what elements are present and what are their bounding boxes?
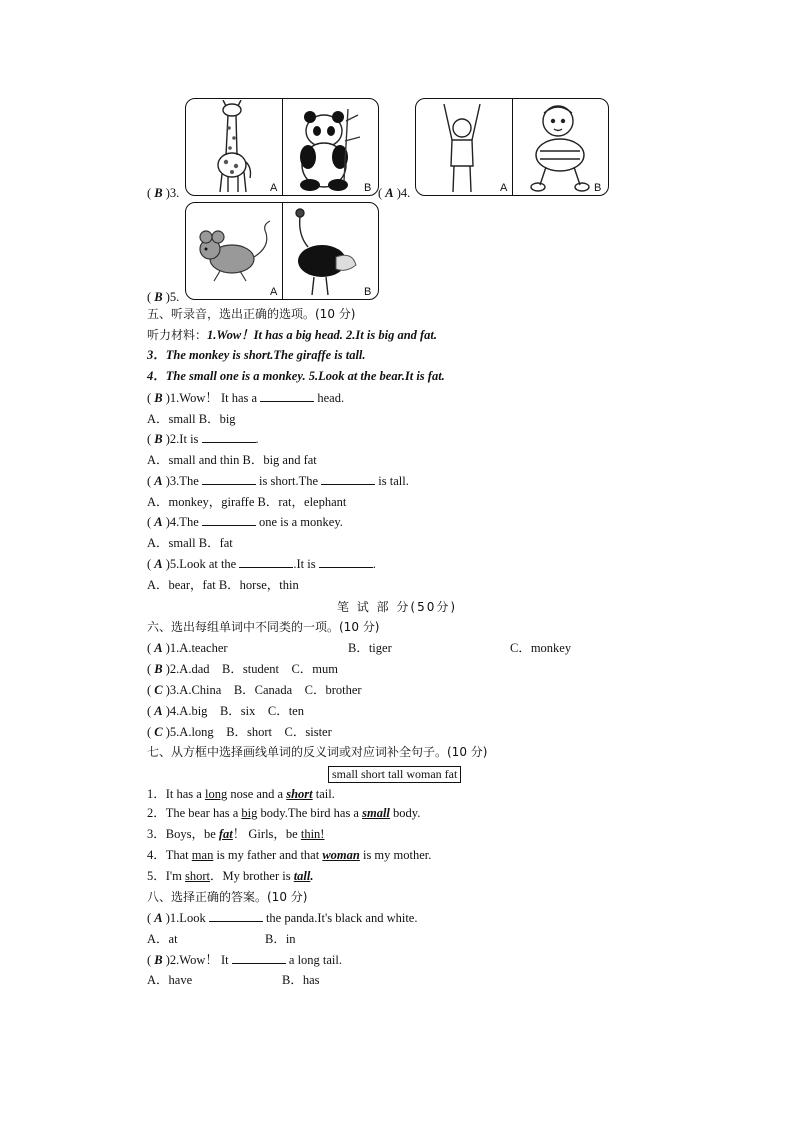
blank bbox=[209, 910, 263, 922]
answer: B bbox=[154, 953, 163, 967]
option-b: B．short bbox=[226, 725, 273, 739]
blank bbox=[202, 431, 256, 443]
text: body. bbox=[389, 806, 421, 820]
material-label: 听力材料： bbox=[147, 328, 208, 342]
s8-option-1a: A．at bbox=[147, 932, 178, 946]
s7-sentence-1 bbox=[147, 786, 335, 802]
text: ！ Girls，be bbox=[232, 827, 301, 841]
option-c: C．brother bbox=[304, 683, 362, 697]
text: 5．I'm bbox=[147, 869, 186, 883]
option-b: B．Canada bbox=[233, 683, 293, 697]
option-b: B．six bbox=[219, 704, 256, 718]
picture-box-q4 bbox=[415, 98, 609, 196]
stem: )3.The bbox=[165, 474, 202, 488]
filled-answer: short bbox=[286, 787, 313, 801]
s8-option-2b: B．has bbox=[282, 973, 320, 987]
stem: a long tail. bbox=[285, 953, 343, 967]
question-3-label: ( B )3. bbox=[147, 186, 180, 200]
text: is my father and that bbox=[213, 848, 323, 862]
s6-row-1: ( A )1.A.teacher bbox=[147, 641, 228, 655]
boy-crouching-image bbox=[518, 101, 606, 193]
blank bbox=[202, 514, 256, 526]
s5-options-5: A．bear，fat B．horse，thin bbox=[147, 578, 299, 592]
picture-divider bbox=[512, 99, 513, 195]
stem: . bbox=[255, 432, 259, 446]
blank bbox=[232, 952, 286, 964]
s5-question-1: ( B )1.Wow！ It has a head. bbox=[147, 391, 345, 405]
blank bbox=[239, 556, 293, 568]
s5-question-5: ( A )5.Look at the .It is . bbox=[147, 557, 376, 571]
underlined-word: thin! bbox=[300, 827, 325, 841]
answer: C bbox=[154, 683, 163, 697]
written-part-title: 笔 试 部 分(50分) bbox=[336, 600, 458, 614]
s8-question-2: ( B )2.Wow！ It a long tail. bbox=[147, 953, 343, 967]
filled-answer: fat bbox=[218, 827, 233, 841]
listening-material-2: 3．The monkey is short.The giraffe is tall. bbox=[147, 348, 366, 362]
s6-row-1-c: C．monkey bbox=[510, 641, 572, 655]
filled-answer: small bbox=[362, 806, 390, 820]
option-a: )2.A.dad bbox=[165, 662, 210, 676]
filled-answer: tall bbox=[293, 869, 311, 883]
s8-question-1: ( A )1.Look the panda.It's black and white. bbox=[147, 911, 418, 925]
filled-answer: woman bbox=[322, 848, 360, 862]
s6-row-5: ( C )5.A.long B．short C．sister bbox=[147, 725, 332, 739]
stem: )1.Look bbox=[165, 911, 209, 925]
picture-divider bbox=[282, 203, 283, 299]
blank bbox=[319, 556, 373, 568]
s5-options-1: A．small B．big bbox=[147, 412, 236, 426]
question-5-label: ( B )5. bbox=[147, 290, 180, 304]
stem: .It is bbox=[293, 557, 319, 571]
section-7-title: 七、从方框中选择画线单词的反义词或对应词补全句子。(10 分) bbox=[147, 745, 488, 759]
mouse-image bbox=[190, 207, 280, 297]
stem: )2.It is bbox=[165, 432, 202, 446]
text: body.The bird has a bbox=[257, 806, 363, 820]
picture-divider bbox=[282, 99, 283, 195]
picture-box-q3 bbox=[185, 98, 379, 196]
answer: A bbox=[154, 911, 163, 925]
option-a-label: A bbox=[500, 182, 508, 194]
answer: B bbox=[154, 432, 163, 446]
option-a: )1.A.teacher bbox=[165, 641, 228, 655]
answer: A bbox=[385, 186, 394, 200]
option-b: B．student bbox=[222, 662, 279, 676]
option-c: C．ten bbox=[267, 704, 304, 718]
answer: B bbox=[154, 391, 163, 405]
text: ．My brother is bbox=[210, 869, 294, 883]
option-a: )4.A.big bbox=[165, 704, 208, 718]
stem: the panda.It's black and white. bbox=[262, 911, 418, 925]
stem: . bbox=[372, 557, 376, 571]
listening-material-1 bbox=[147, 327, 437, 343]
text: is my mother. bbox=[359, 848, 432, 862]
question-number: )4. bbox=[396, 186, 411, 200]
word-box: small short tall woman fat bbox=[328, 766, 461, 783]
text: . bbox=[310, 869, 314, 883]
s6-row-1-b: B．tiger bbox=[348, 641, 392, 655]
s5-options-2: A．small and thin B．big and fat bbox=[147, 453, 317, 467]
picture-box-q5 bbox=[185, 202, 379, 300]
s8-option-1b: B．in bbox=[265, 932, 296, 946]
answer: A bbox=[154, 704, 163, 718]
s7-sentence-5 bbox=[147, 868, 314, 884]
s6-row-2: ( B )2.A.dad B．student C．mum bbox=[147, 662, 339, 676]
option-c: C．mum bbox=[291, 662, 339, 676]
s7-sentence-2 bbox=[147, 805, 420, 821]
giraffe-image bbox=[190, 100, 280, 194]
answer: C bbox=[154, 725, 163, 739]
section-5-title: 五、听录音，选出正确的选项。(10 分) bbox=[147, 307, 356, 321]
stem: head. bbox=[314, 391, 345, 405]
option-a-label: A bbox=[270, 286, 278, 298]
text: 1．It has a bbox=[147, 787, 205, 801]
boy-arms-up-image bbox=[418, 100, 508, 194]
stem: )1.Wow！ It has a bbox=[165, 391, 261, 405]
blank bbox=[202, 473, 256, 485]
s5-question-3: ( A )3.The is short.The is tall. bbox=[147, 474, 409, 488]
material-text: 1.Wow！It has a big head. 2.It is big and fat. bbox=[207, 328, 438, 342]
answer: B bbox=[154, 662, 163, 676]
option-c: C．sister bbox=[284, 725, 332, 739]
text: 3．Boys，be bbox=[147, 827, 219, 841]
s6-row-4: ( A )4.A.big B．six C．ten bbox=[147, 704, 304, 718]
text: 4．That bbox=[147, 848, 192, 862]
blank bbox=[260, 390, 314, 402]
s5-question-2: ( B )2.It is . bbox=[147, 432, 259, 446]
stem: )5.Look at the bbox=[165, 557, 240, 571]
underlined-word: long bbox=[204, 787, 228, 801]
answer: B bbox=[154, 290, 163, 304]
question-number: )3. bbox=[165, 186, 180, 200]
s5-question-4: ( A )4.The one is a monkey. bbox=[147, 515, 343, 529]
section-6-title: 六、选出每组单词中不同类的一项。(10 分) bbox=[147, 620, 380, 634]
s6-row-3: ( C )3.A.China B．Canada C．brother bbox=[147, 683, 362, 697]
option-a-label: A bbox=[270, 182, 278, 194]
s7-sentence-3 bbox=[147, 826, 324, 842]
option-a: )3.A.China bbox=[165, 683, 222, 697]
stem: )2.Wow！ It bbox=[165, 953, 232, 967]
answer: A bbox=[154, 641, 163, 655]
option-b-label: B bbox=[364, 286, 372, 298]
panda-image bbox=[288, 101, 376, 193]
answer: A bbox=[154, 474, 163, 488]
answer: A bbox=[154, 515, 163, 529]
option-b-label: B bbox=[594, 182, 602, 194]
blank bbox=[321, 473, 375, 485]
ostrich-image bbox=[286, 205, 374, 297]
answer: B bbox=[154, 186, 163, 200]
stem: is short.The bbox=[255, 474, 322, 488]
text: nose and a bbox=[227, 787, 287, 801]
text: tail. bbox=[312, 787, 335, 801]
s5-options-3: A．monkey，giraffe B．rat，elephant bbox=[147, 495, 347, 509]
underlined-word: big bbox=[241, 806, 258, 820]
option-b-label: B bbox=[364, 182, 372, 194]
s7-sentence-4 bbox=[147, 847, 431, 863]
stem: one is a monkey. bbox=[255, 515, 343, 529]
question-number: )5. bbox=[165, 290, 180, 304]
option-a: )5.A.long bbox=[165, 725, 214, 739]
s5-options-4: A．small B．fat bbox=[147, 536, 233, 550]
stem: )4.The bbox=[165, 515, 202, 529]
question-4-label: ( A )4. bbox=[378, 186, 411, 200]
text: 2．The bear has a bbox=[147, 806, 242, 820]
underlined-word: man bbox=[191, 848, 214, 862]
section-8-title: 八、选择正确的答案。(10 分) bbox=[147, 890, 308, 904]
underlined-word: short bbox=[185, 869, 211, 883]
stem: is tall. bbox=[375, 474, 409, 488]
s8-option-2a: A．have bbox=[147, 973, 193, 987]
listening-material-3: 4．The small one is a monkey. 5.Look at the bear.It is fat. bbox=[147, 369, 445, 383]
answer: A bbox=[154, 557, 163, 571]
